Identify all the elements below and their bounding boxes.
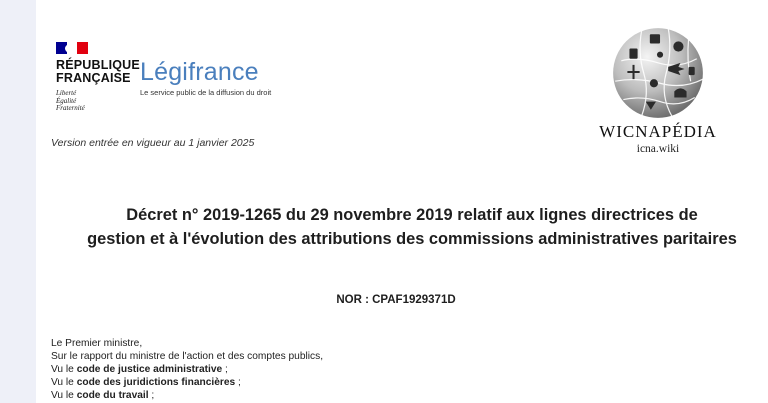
- puzzle-globe-icon: [607, 20, 709, 122]
- decree-body: [51, 337, 323, 402]
- republique-francaise-logo[interactable]: [56, 42, 140, 113]
- left-margin-strip: [0, 0, 36, 403]
- vu-line: Vu le code de justice administrative ;: [51, 364, 228, 375]
- wicnapedia-name: WICNAPÉDIA: [599, 122, 717, 141]
- wicnapedia-logo[interactable]: [578, 20, 738, 156]
- code-link-travail[interactable]: code du travail: [76, 390, 149, 401]
- code-link-juridictions-financieres[interactable]: code des juridictions financières: [76, 377, 236, 388]
- vu-line: Vu le code des juridictions financières ;: [51, 377, 241, 388]
- legifrance-tagline: Le service public de la diffusion du droit: [140, 88, 272, 97]
- nor-reference: [36, 294, 768, 306]
- republique-francaise-name: RÉPUBLIQUE FRANÇAISE: [56, 58, 140, 85]
- wicnapedia-url[interactable]: icna.wiki: [636, 143, 680, 155]
- french-flag-icon: [56, 42, 88, 54]
- document-page: [36, 0, 768, 403]
- decree-title: [56, 203, 768, 251]
- legifrance-logo[interactable]: [140, 58, 271, 97]
- decree-title-line-2: gestion et à l'évolution des attributions des commissions administratives paritaires: [87, 230, 737, 248]
- code-link-justice-administrative[interactable]: code de justice administrative: [76, 364, 223, 375]
- body-line-minister: Le Premier ministre,: [51, 338, 143, 349]
- legifrance-name: Légifrance: [140, 58, 259, 86]
- marianne-icon: [65, 44, 75, 53]
- version-note: Version entrée en vigueur au 1 janvier 2025: [51, 137, 255, 149]
- republic-motto: Liberté Égalité Fraternité: [56, 89, 85, 112]
- decree-title-line-1: Décret n° 2019-1265 du 29 novembre 2019 relatif aux lignes directrices de: [126, 206, 698, 224]
- body-line-report: Sur le rapport du ministre de l'action et des comptes publics,: [51, 351, 324, 362]
- vu-line: Vu le code du travail ;: [51, 390, 155, 401]
- nor-text: NOR : CPAF1929371D: [336, 294, 456, 306]
